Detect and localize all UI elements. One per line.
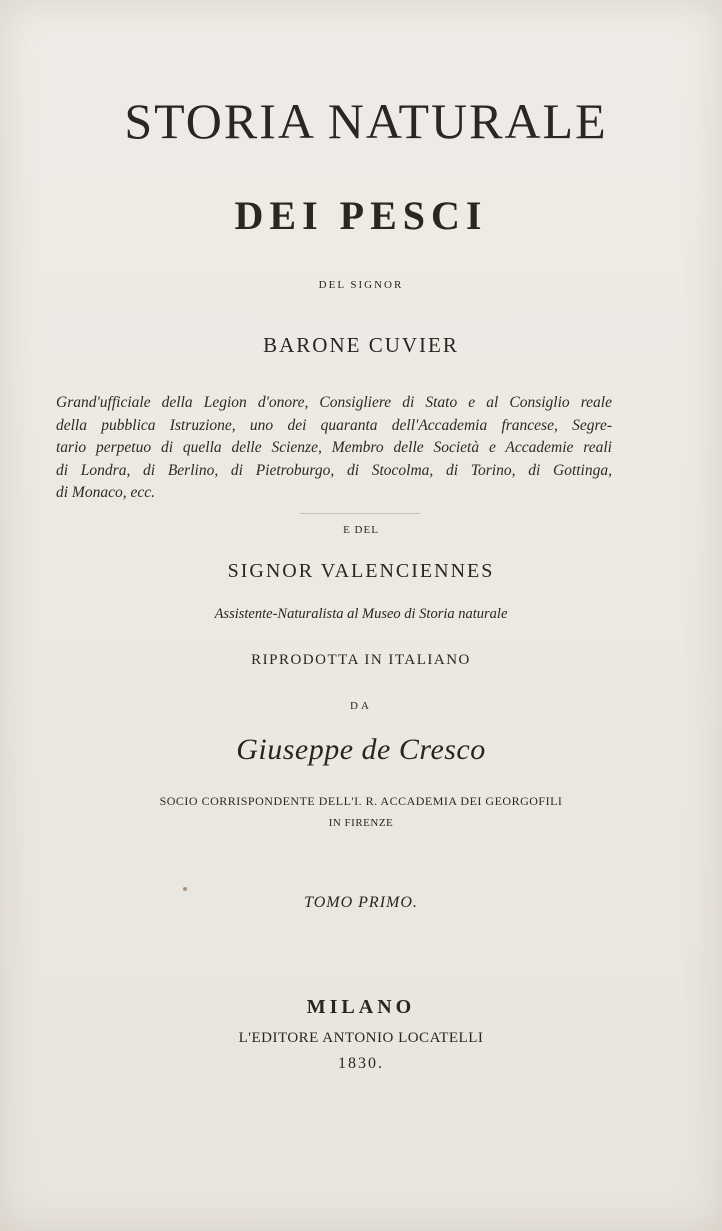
author-name: BARONE CUVIER: [263, 333, 459, 357]
coauthor-prefix: E DEL: [343, 524, 379, 536]
honors-line: di Monaco, ecc.: [56, 484, 155, 501]
author-honors: [56, 392, 612, 505]
translation-label: RIPRODOTTA IN ITALIANO: [251, 652, 471, 668]
imprint-year: 1830.: [338, 1055, 384, 1072]
volume-label: TOMO PRIMO.: [304, 894, 418, 911]
honors-line: tario perpetuo di quella delle Scienze, Membro delle Società e Accademie reali: [56, 439, 612, 456]
divider-rule: [300, 513, 420, 514]
honors-line: di Londra, di Berlino, di Pietroburgo, di Stocolma, di Torino, di Gottinga,: [56, 461, 612, 479]
imprint-publisher: L'EDITORE ANTONIO LOCATELLI: [238, 1030, 484, 1046]
foxing-spot: [183, 887, 187, 891]
title-line-1: STORIA NATURALE: [124, 93, 608, 149]
title-line-2: DEI PESCI: [234, 193, 488, 238]
coauthor-name: SIGNOR VALENCIENNES: [227, 560, 495, 582]
honors-line: della pubblica Istruzione, uno dei quaranta dell'Accademia francese, Segre-: [56, 416, 612, 434]
coauthor-role: Assistente-Naturalista al Museo di Storia naturale: [214, 606, 508, 622]
author-prefix: DEL SIGNOR: [318, 279, 404, 291]
imprint-city: MILANO: [306, 996, 416, 1018]
honors-line: Grand'ufficiale della Legion d'onore, Consigliere di Stato e al Consiglio reale: [56, 394, 612, 411]
translator-affiliation: SOCIO CORRISPONDENTE DELL'I. R. ACCADEMIA DEI GEORGOFILI: [159, 794, 563, 808]
translation-by: DA: [350, 700, 372, 712]
translator-name: Giuseppe de Cresco: [236, 733, 486, 766]
translator-affiliation-city: IN FIRENZE: [328, 817, 394, 829]
